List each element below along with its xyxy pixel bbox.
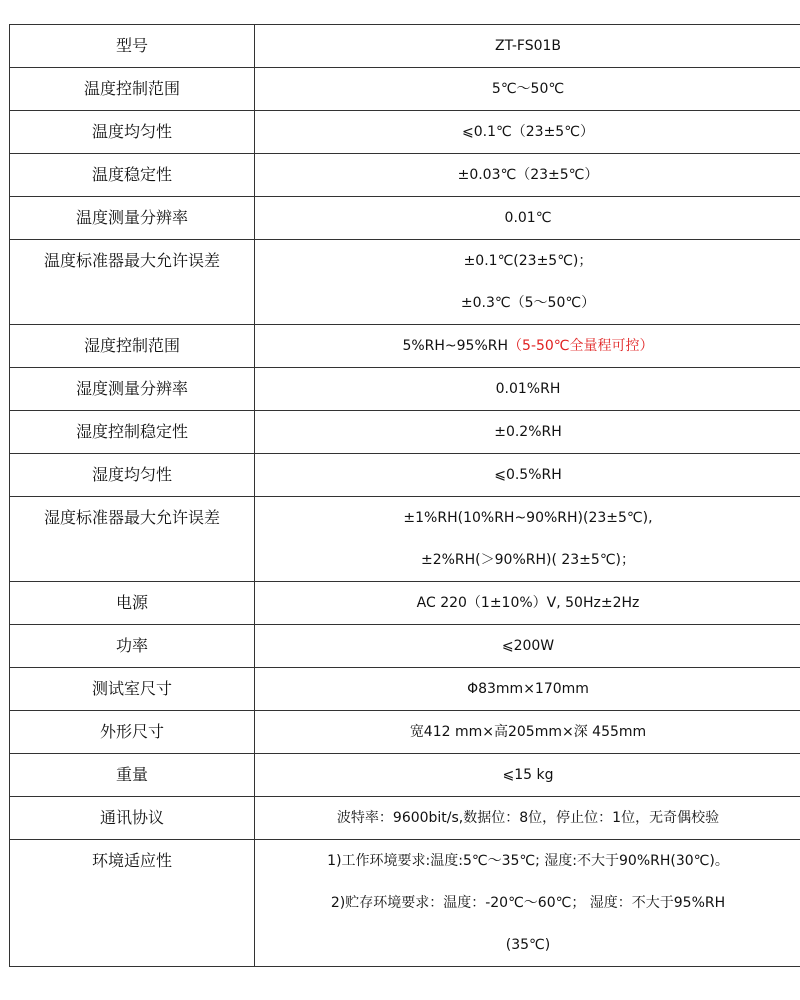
table-row xyxy=(10,797,800,840)
row-value xyxy=(255,411,800,454)
value-line xyxy=(259,325,797,367)
table-row xyxy=(10,325,800,368)
value-line: ⩽0.1℃（23±5℃） xyxy=(462,124,594,140)
value-line: ±2%RH(＞90%RH)( 23±5℃)； xyxy=(420,552,636,568)
row-label: 温度稳定性 xyxy=(10,154,255,197)
table-row xyxy=(10,625,800,668)
value-line: 宽412 mm×高205mm×深 455mm xyxy=(409,724,647,740)
row-label: 重量 xyxy=(10,754,255,797)
row-value xyxy=(255,668,800,711)
value-line: ±0.1℃(23±5℃)； xyxy=(463,253,593,269)
row-label: 电源 xyxy=(10,582,255,625)
table-row xyxy=(10,68,800,111)
value-line: 5℃～50℃ xyxy=(491,81,565,97)
table-row xyxy=(10,668,800,711)
row-value xyxy=(255,582,800,625)
row-value xyxy=(255,497,800,582)
value-line: (35℃) xyxy=(505,937,551,953)
table-row xyxy=(10,454,800,497)
table-row xyxy=(10,754,800,797)
row-value xyxy=(255,25,800,68)
table-row xyxy=(10,368,800,411)
row-value xyxy=(255,240,800,325)
table-row xyxy=(10,411,800,454)
value-line: ⩽0.5%RH xyxy=(494,467,562,483)
row-label: 环境适应性 xyxy=(10,840,255,967)
row-value xyxy=(255,111,800,154)
value-line: ⩽15 kg xyxy=(502,767,554,783)
row-label: 测试室尺寸 xyxy=(10,668,255,711)
row-value xyxy=(255,840,800,967)
value-line: ±0.03℃（23±5℃） xyxy=(457,167,599,183)
row-label: 温度均匀性 xyxy=(10,111,255,154)
row-value xyxy=(255,197,800,240)
value-line: 0.01%RH xyxy=(495,381,561,397)
row-value xyxy=(255,797,800,840)
row-label: 湿度控制稳定性 xyxy=(10,411,255,454)
highlight-note: （5-50℃全量程可控） xyxy=(508,338,654,354)
row-value xyxy=(255,368,800,411)
value-line: ZT-FS01B xyxy=(494,38,562,54)
row-value xyxy=(255,711,800,754)
row-value xyxy=(255,154,800,197)
value-text: 5%RH~95%RH xyxy=(402,338,509,354)
table-row xyxy=(10,197,800,240)
value-line: ±0.2%RH xyxy=(494,424,562,440)
value-line: 0.01℃ xyxy=(504,210,552,226)
row-label: 温度控制范围 xyxy=(10,68,255,111)
row-value xyxy=(255,454,800,497)
table-row xyxy=(10,25,800,68)
row-label: 外形尺寸 xyxy=(10,711,255,754)
value-line: AC 220（1±10%）V, 50Hz±2Hz xyxy=(416,595,640,611)
value-line: ±1%RH(10%RH~90%RH)(23±5℃), xyxy=(403,510,653,526)
value-line: 1)工作环境要求:温度:5℃～35℃; 湿度:不大于90%RH(30℃)。 xyxy=(327,853,729,869)
row-label: 功率 xyxy=(10,625,255,668)
value-line: 2)贮存环境要求：温度：-20℃～60℃； 湿度：不大于95%RH xyxy=(330,895,726,911)
table-row xyxy=(10,111,800,154)
row-label: 湿度控制范围 xyxy=(10,325,255,368)
row-value xyxy=(255,325,800,368)
table-row xyxy=(10,840,800,967)
table-row xyxy=(10,582,800,625)
row-label: 型号 xyxy=(10,25,255,68)
row-label: 温度测量分辨率 xyxy=(10,197,255,240)
table-row xyxy=(10,154,800,197)
row-label: 湿度测量分辨率 xyxy=(10,368,255,411)
row-label: 温度标准器最大允许误差 xyxy=(10,240,255,325)
value-line: Φ83mm×170mm xyxy=(467,681,589,697)
spec-table xyxy=(9,24,800,967)
row-label: 湿度标准器最大允许误差 xyxy=(10,497,255,582)
table-row xyxy=(10,240,800,325)
row-label: 通讯协议 xyxy=(10,797,255,840)
row-label: 湿度均匀性 xyxy=(10,454,255,497)
value-line: ⩽200W xyxy=(501,638,555,654)
row-value xyxy=(255,68,800,111)
row-value xyxy=(255,754,800,797)
value-line: 波特率：9600bit/s,数据位：8位，停止位：1位，无奇偶校验 xyxy=(336,810,720,826)
row-value xyxy=(255,625,800,668)
table-row xyxy=(10,497,800,582)
table-row xyxy=(10,711,800,754)
value-line: ±0.3℃（5～50℃） xyxy=(460,295,596,311)
